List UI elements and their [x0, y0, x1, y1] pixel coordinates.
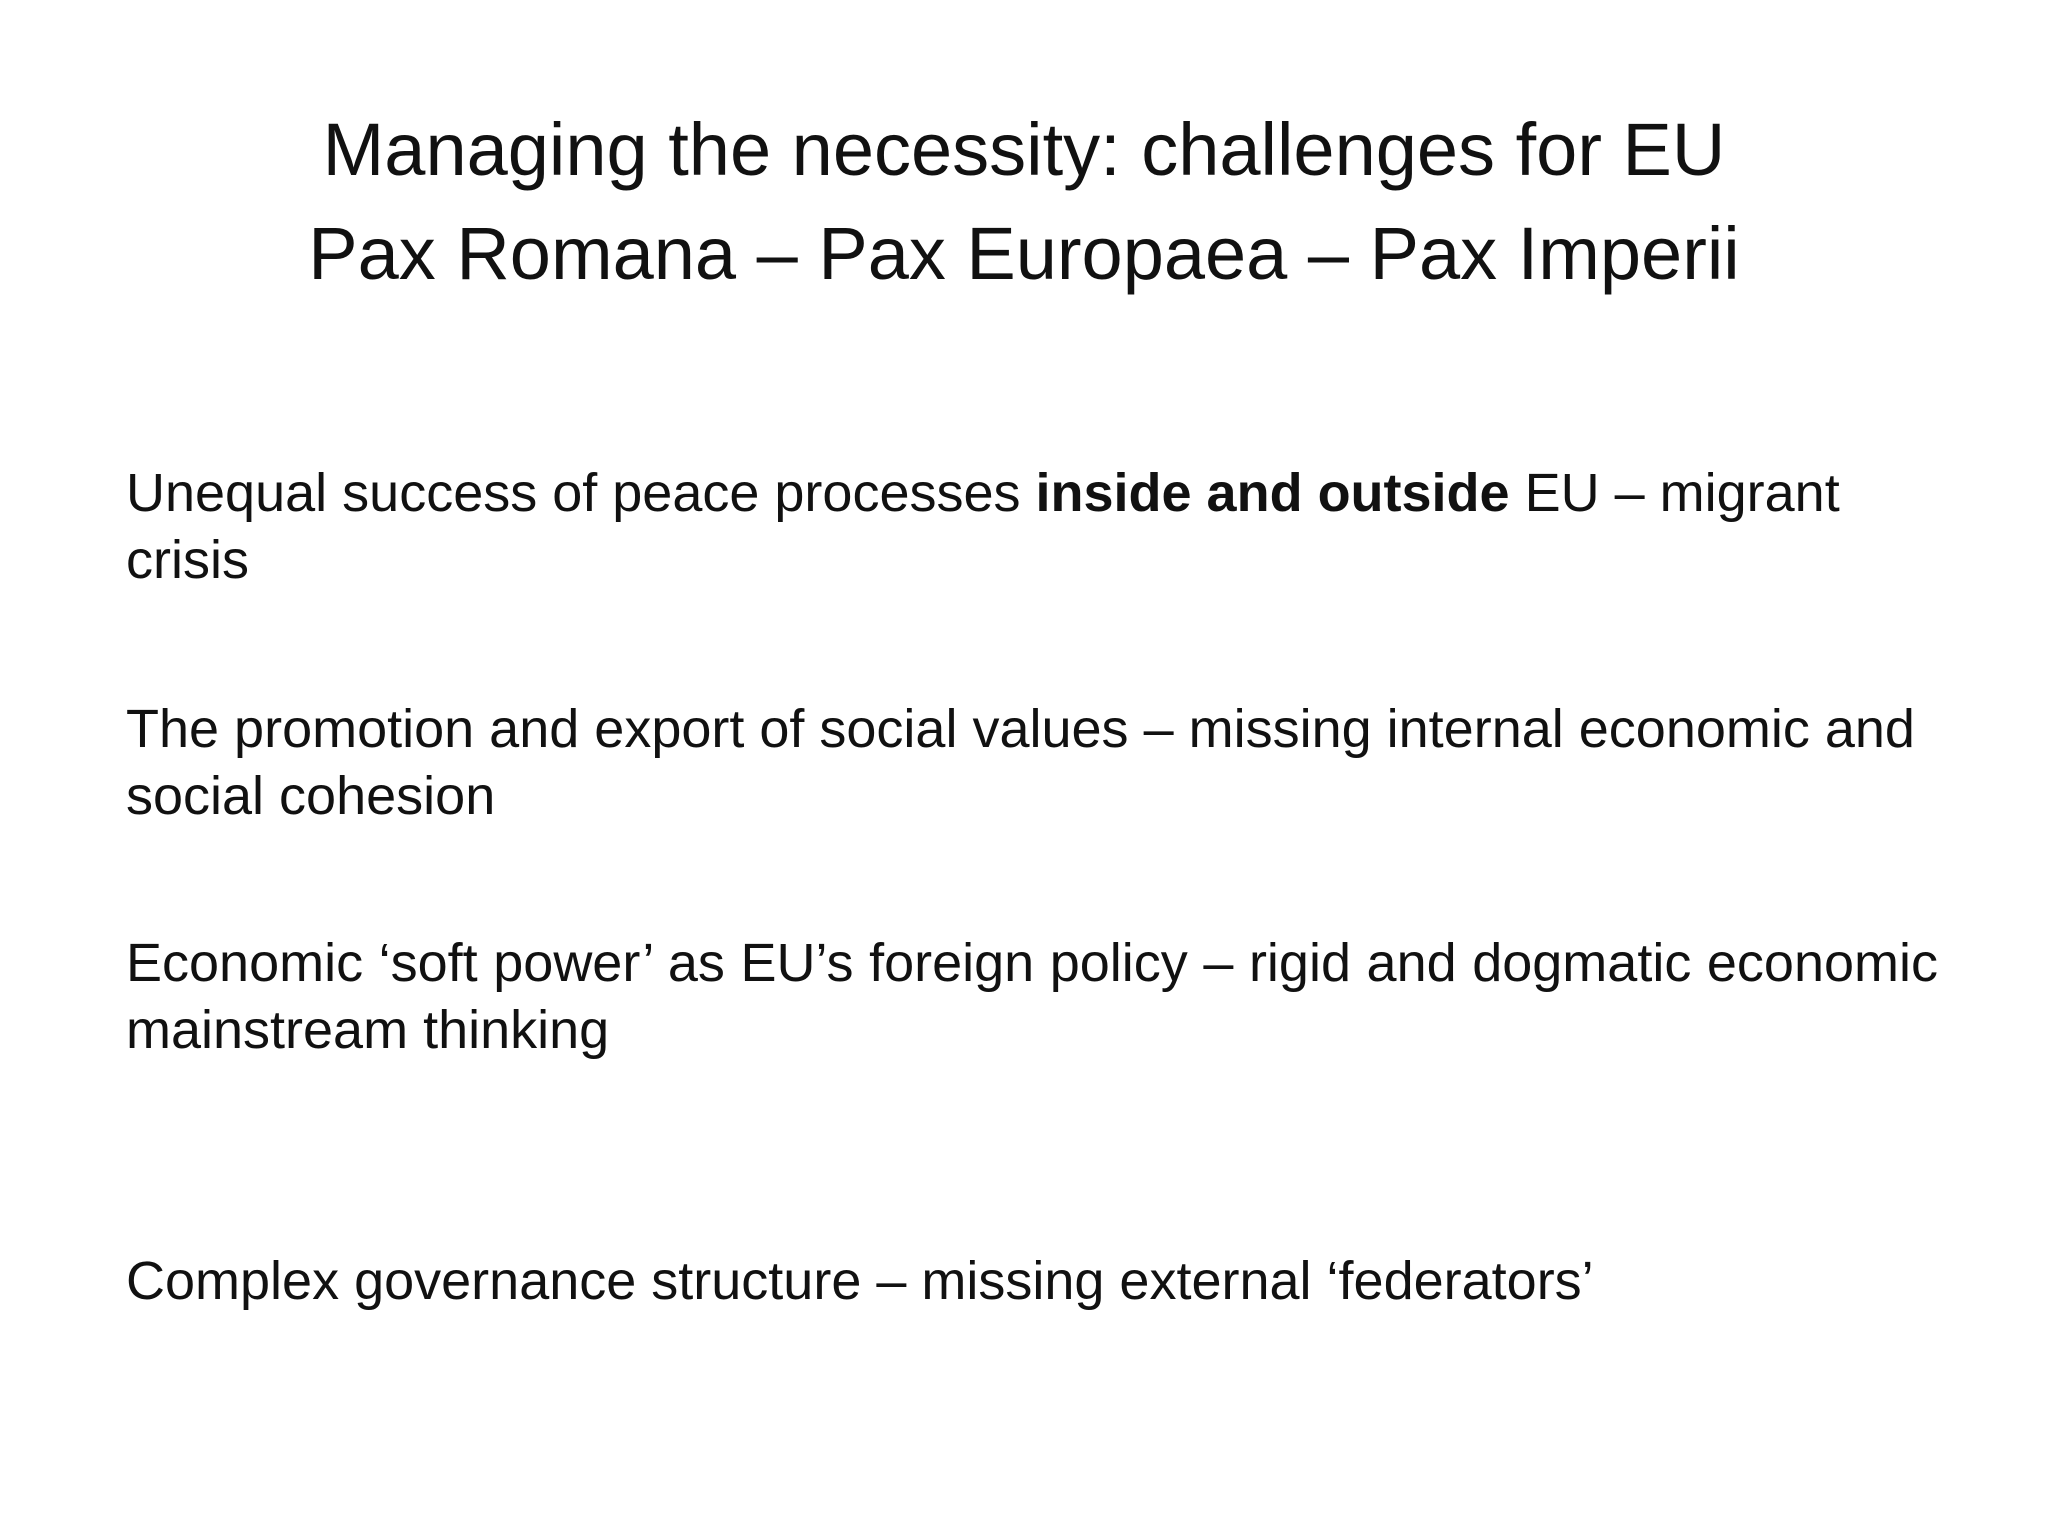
point-1-text-before: Unequal success of peace processes — [126, 463, 1036, 523]
title-line-1: Managing the necessity: challenges for EU — [322, 108, 1726, 191]
point-3: Economic ‘soft power’ as EU’s foreign policy – rigid and dogmatic economic mainstream thinking — [126, 933, 1938, 1060]
slide-title — [0, 98, 2048, 306]
point-1-bold-text: inside and outside — [1035, 463, 1510, 523]
point-4: Complex governance structure – missing external ‘federators’ — [126, 1251, 1594, 1311]
point-1 — [126, 460, 1938, 594]
point-1-text-after: EU – migrant crisis — [126, 463, 1840, 590]
point-2: The promotion and export of social values – missing internal economic and social cohesion — [126, 699, 1915, 826]
title-line-2: Pax Romana – Pax Europaea – Pax Imperii — [308, 212, 1740, 295]
